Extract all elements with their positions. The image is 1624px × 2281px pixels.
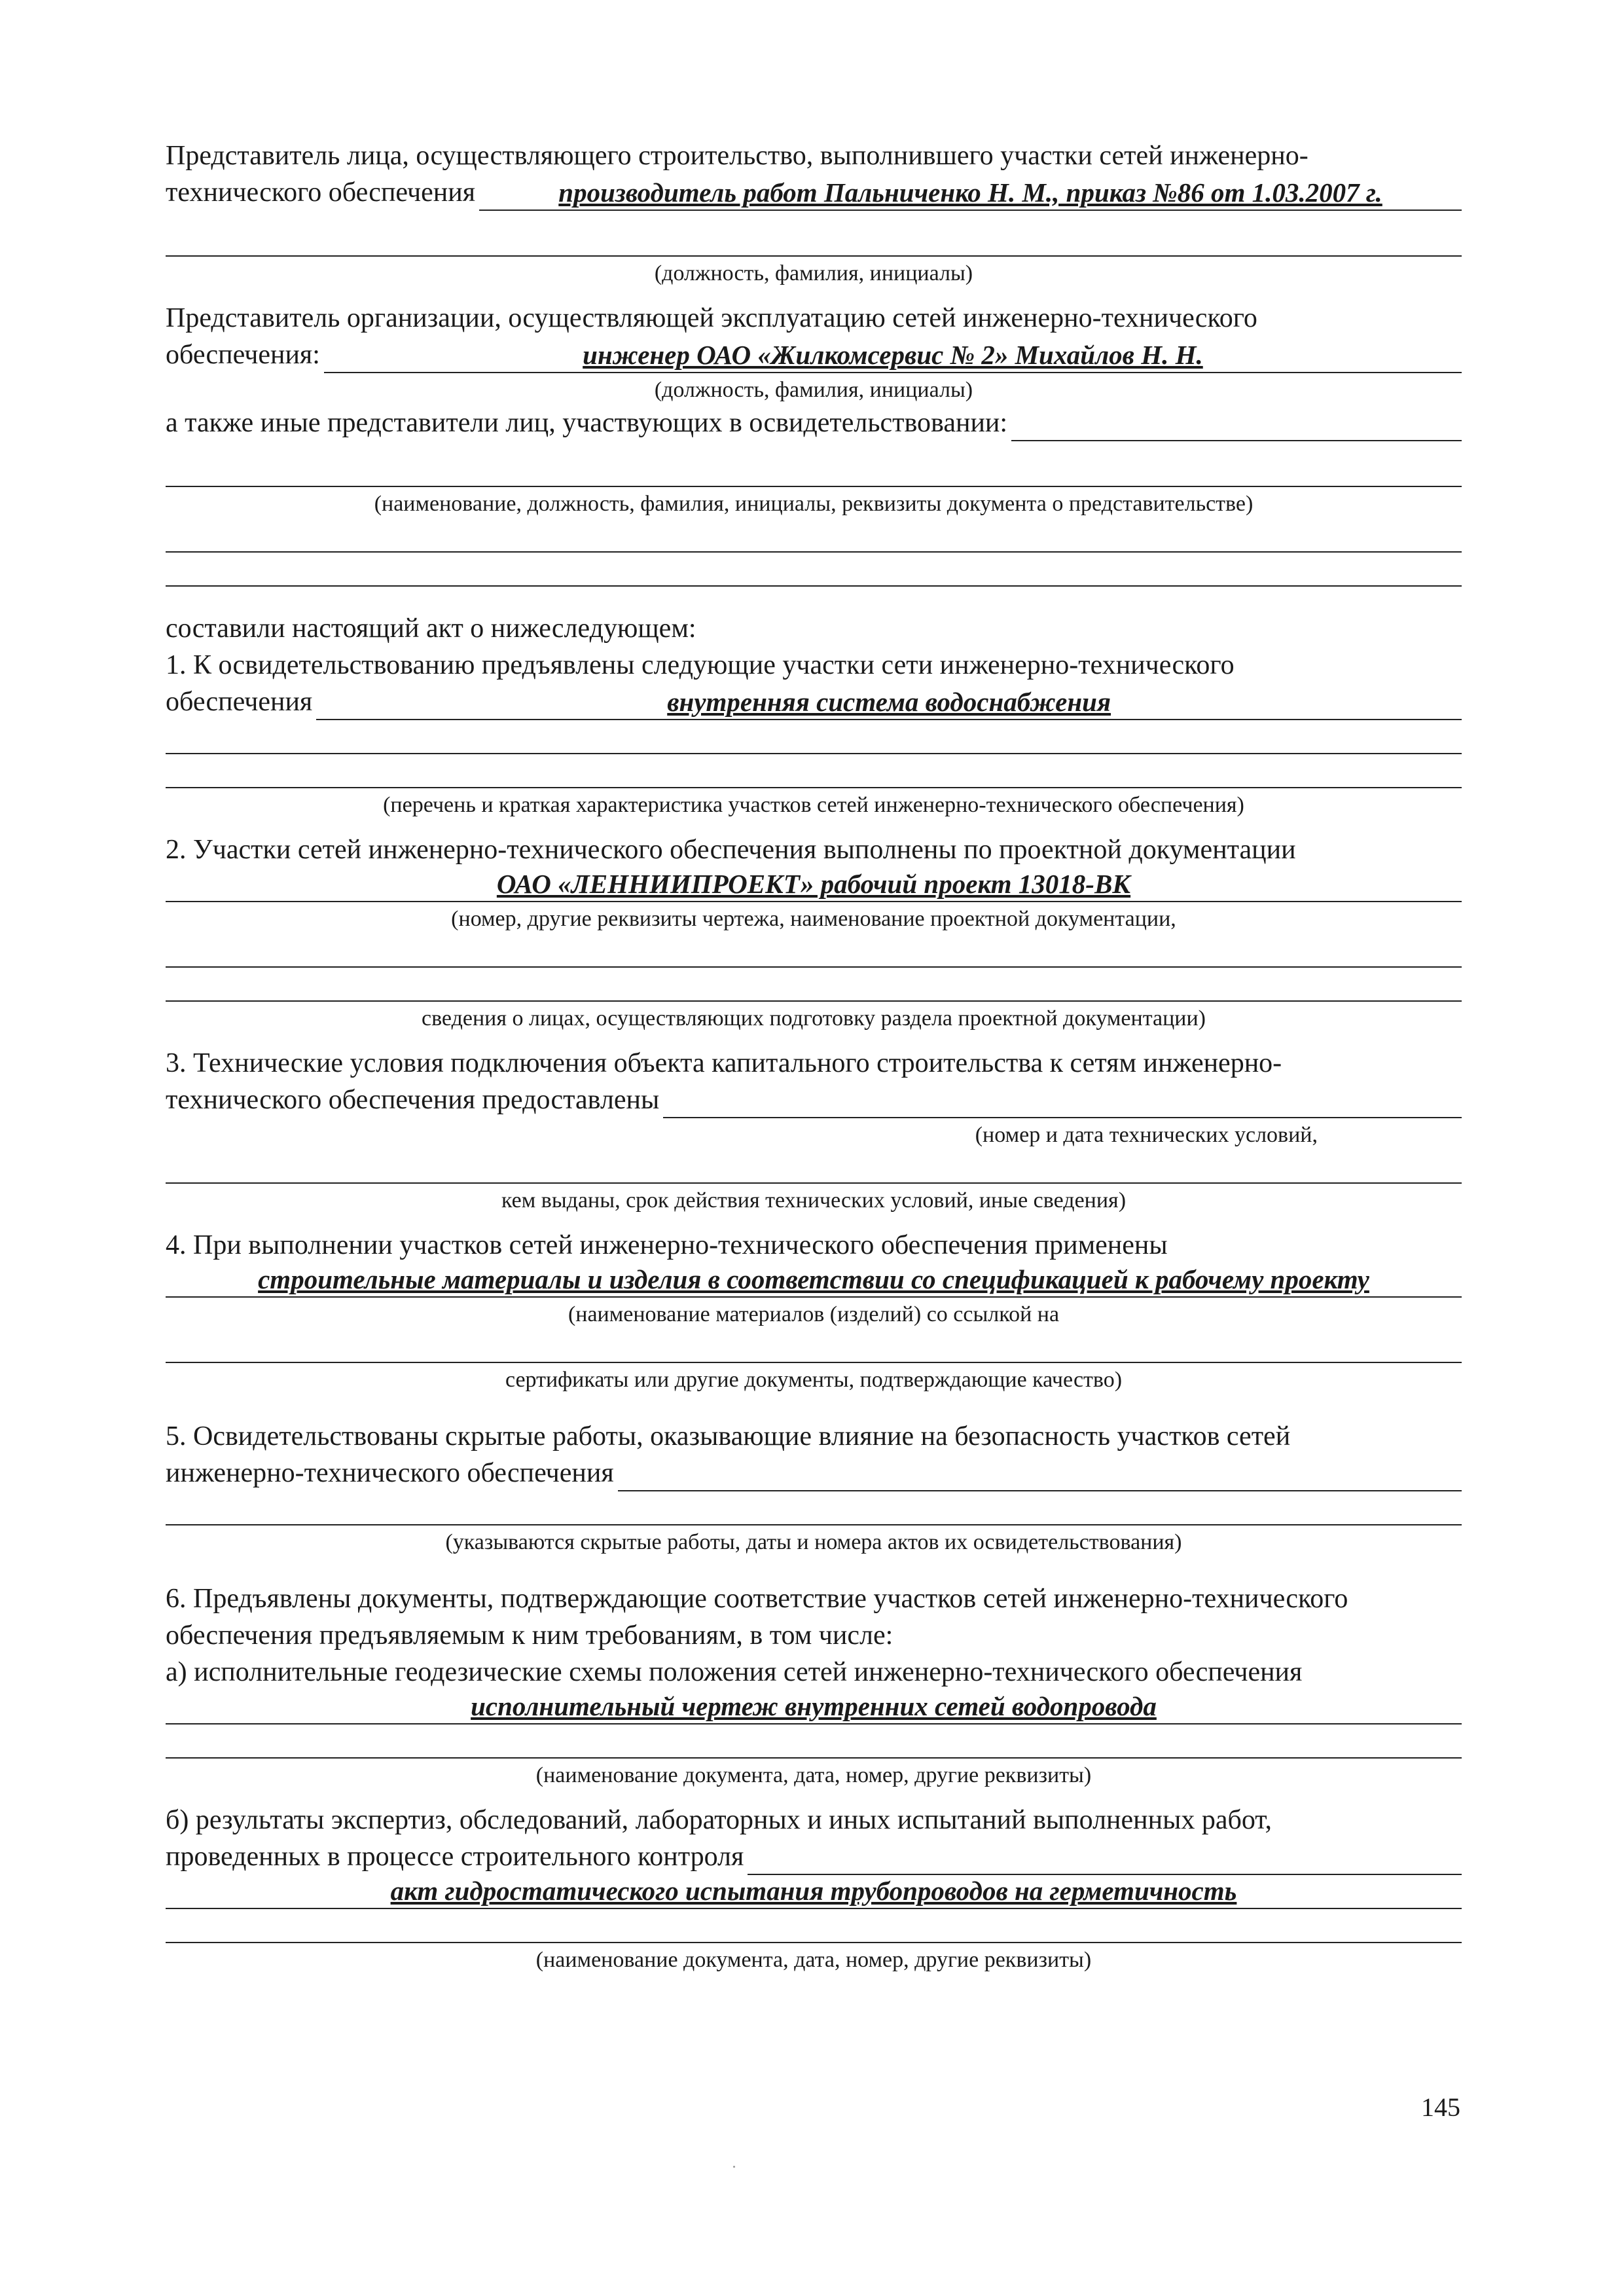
builder-rep-caption: (должность, фамилия, инициалы) (654, 261, 973, 285)
intro-text: составили настоящий акт о нижеследующем: (166, 613, 696, 644)
item1-caption: (перечень и краткая характеристика участков сетей инженерно-технического обеспечения) (383, 793, 1244, 817)
item6b-field2[interactable] (166, 1875, 1462, 1909)
others-line3[interactable] (166, 519, 1462, 553)
item6b-field[interactable] (748, 1842, 1462, 1875)
builder-rep-row (166, 174, 1462, 211)
item5-field[interactable] (618, 1459, 1462, 1491)
item5-text: 5. Освидетельствованы скрытые работы, оказывающие влияние на безопасность участков сетей (166, 1421, 1291, 1451)
item6b-value: акт гидростатического испытания трубопроводов на герметичность (390, 1876, 1237, 1906)
item1-label: обеспечения (166, 687, 313, 717)
item1-field[interactable] (316, 687, 1462, 720)
operator-rep-value: инженер ОАО «Жилкомсервис № 2» Михайлов Н. Н. (583, 340, 1203, 370)
item6a-value: исполнительный чертеж внутренних сетей водопровода (471, 1691, 1157, 1721)
item4-field[interactable] (166, 1264, 1462, 1298)
item2-value: ОАО «ЛЕННИИПРОЕКТ» рабочий проект 13018-ВК (496, 869, 1131, 899)
item4-line2[interactable] (166, 1329, 1462, 1363)
item1-line3[interactable] (166, 754, 1462, 788)
item6b-label: проведенных в процессе строительного контроля (166, 1842, 744, 1872)
item6-text1: 6. Предъявлены документы, подтверждающие соответствие участков сетей инженерно-технического (166, 1584, 1348, 1614)
item2-text: 2. Участки сетей инженерно-технического обеспечения выполнены по проектной документации (166, 835, 1296, 865)
item6b-caption: (наименование документа, дата, номер, другие реквизиты) (535, 1948, 1092, 1972)
item4-value: строительные материалы и изделия в соответствии со спецификацией к рабочему проекту (258, 1264, 1369, 1294)
others-caption: (наименование, должность, фамилия, инициалы, реквизиты документа о представительстве) (374, 492, 1254, 516)
item2-caption1: (номер, другие реквизиты чертежа, наименование проектной документации, (451, 907, 1176, 931)
builder-rep-line2[interactable] (166, 223, 1462, 257)
page-number: 145 (1421, 2092, 1460, 2122)
item6a-line2[interactable] (166, 1724, 1462, 1759)
operator-rep-caption: (должность, фамилия, инициалы) (654, 378, 973, 402)
act-form (166, 137, 1462, 1975)
item2-field[interactable] (166, 868, 1462, 902)
operator-rep-label: обеспечения: (166, 340, 320, 370)
item3-row (166, 1082, 1462, 1118)
item6a-text: а) исполнительные геодезические схемы положения сетей инженерно-технического обеспечения (166, 1657, 1303, 1687)
others-line4[interactable] (166, 553, 1462, 587)
others-line2[interactable] (166, 453, 1462, 487)
operator-rep-field[interactable] (324, 340, 1462, 373)
item3-field[interactable] (663, 1086, 1462, 1118)
item4-caption1: (наименование материалов (изделий) со ссылкой на (568, 1302, 1060, 1326)
item5-line2[interactable] (166, 1491, 1462, 1525)
others-field[interactable] (1011, 409, 1462, 441)
others-label: а также иные представители лиц, участвующих в освидетельствовании: (166, 408, 1008, 438)
operator-rep-text: Представитель организации, осуществляющей эксплуатацию сетей инженерно-технического (166, 303, 1257, 333)
item3-text: 3. Технические условия подключения объекта капитального строительства к сетям инженерно- (166, 1048, 1282, 1078)
item4-caption2: сертификаты или другие документы, подтверждающие качество) (505, 1368, 1123, 1392)
item5-caption: (указываются скрытые работы, даты и номера актов их освидетельствования) (445, 1530, 1182, 1554)
item3-line2[interactable] (166, 1150, 1462, 1184)
item4-text: 4. При выполнении участков сетей инженерно-технического обеспечения применены (166, 1230, 1168, 1260)
item6b-row (166, 1838, 1462, 1875)
item6-text2: обеспечения предъявляемым к ним требованиям, в том числе: (166, 1620, 893, 1651)
item2-line2[interactable] (166, 934, 1462, 968)
item3-caption2: кем выданы, срок действия технических условий, иные сведения) (501, 1188, 1127, 1213)
item2-line3[interactable] (166, 968, 1462, 1002)
item6a-field[interactable] (166, 1690, 1462, 1724)
item6a-caption: (наименование документа, дата, номер, другие реквизиты) (535, 1763, 1092, 1787)
item2-caption2: сведения о лицах, осуществляющих подготовку раздела проектной документации) (421, 1006, 1206, 1031)
item5-label: инженерно-технического обеспечения (166, 1458, 614, 1488)
operator-rep-row (166, 337, 1462, 373)
item1-text: 1. К освидетельствованию предъявлены следующие участки сети инженерно-технического (166, 650, 1235, 680)
scan-speck (733, 2166, 735, 2168)
item3-label: технического обеспечения предоставлены (166, 1085, 660, 1115)
item3-caption1: (номер и дата технических условий, (975, 1123, 1318, 1147)
item5-row (166, 1455, 1462, 1491)
builder-rep-text: Представитель лица, осуществляющего строительство, выполнившего участки сетей инженерно- (166, 141, 1308, 171)
others-row (166, 405, 1462, 441)
item1-line2[interactable] (166, 720, 1462, 754)
item1-row (166, 684, 1462, 720)
builder-rep-value: производитель работ Пальниченко Н. М., приказ №86 от 1.03.2007 г. (558, 177, 1382, 208)
item1-value: внутренняя система водоснабжения (667, 687, 1111, 717)
builder-rep-label: технического обеспечения (166, 177, 476, 208)
builder-rep-field[interactable] (479, 178, 1462, 211)
item6b-line3[interactable] (166, 1909, 1462, 1943)
item6b-text: б) результаты экспертиз, обследований, лабораторных и иных испытаний выполненных работ, (166, 1805, 1272, 1835)
